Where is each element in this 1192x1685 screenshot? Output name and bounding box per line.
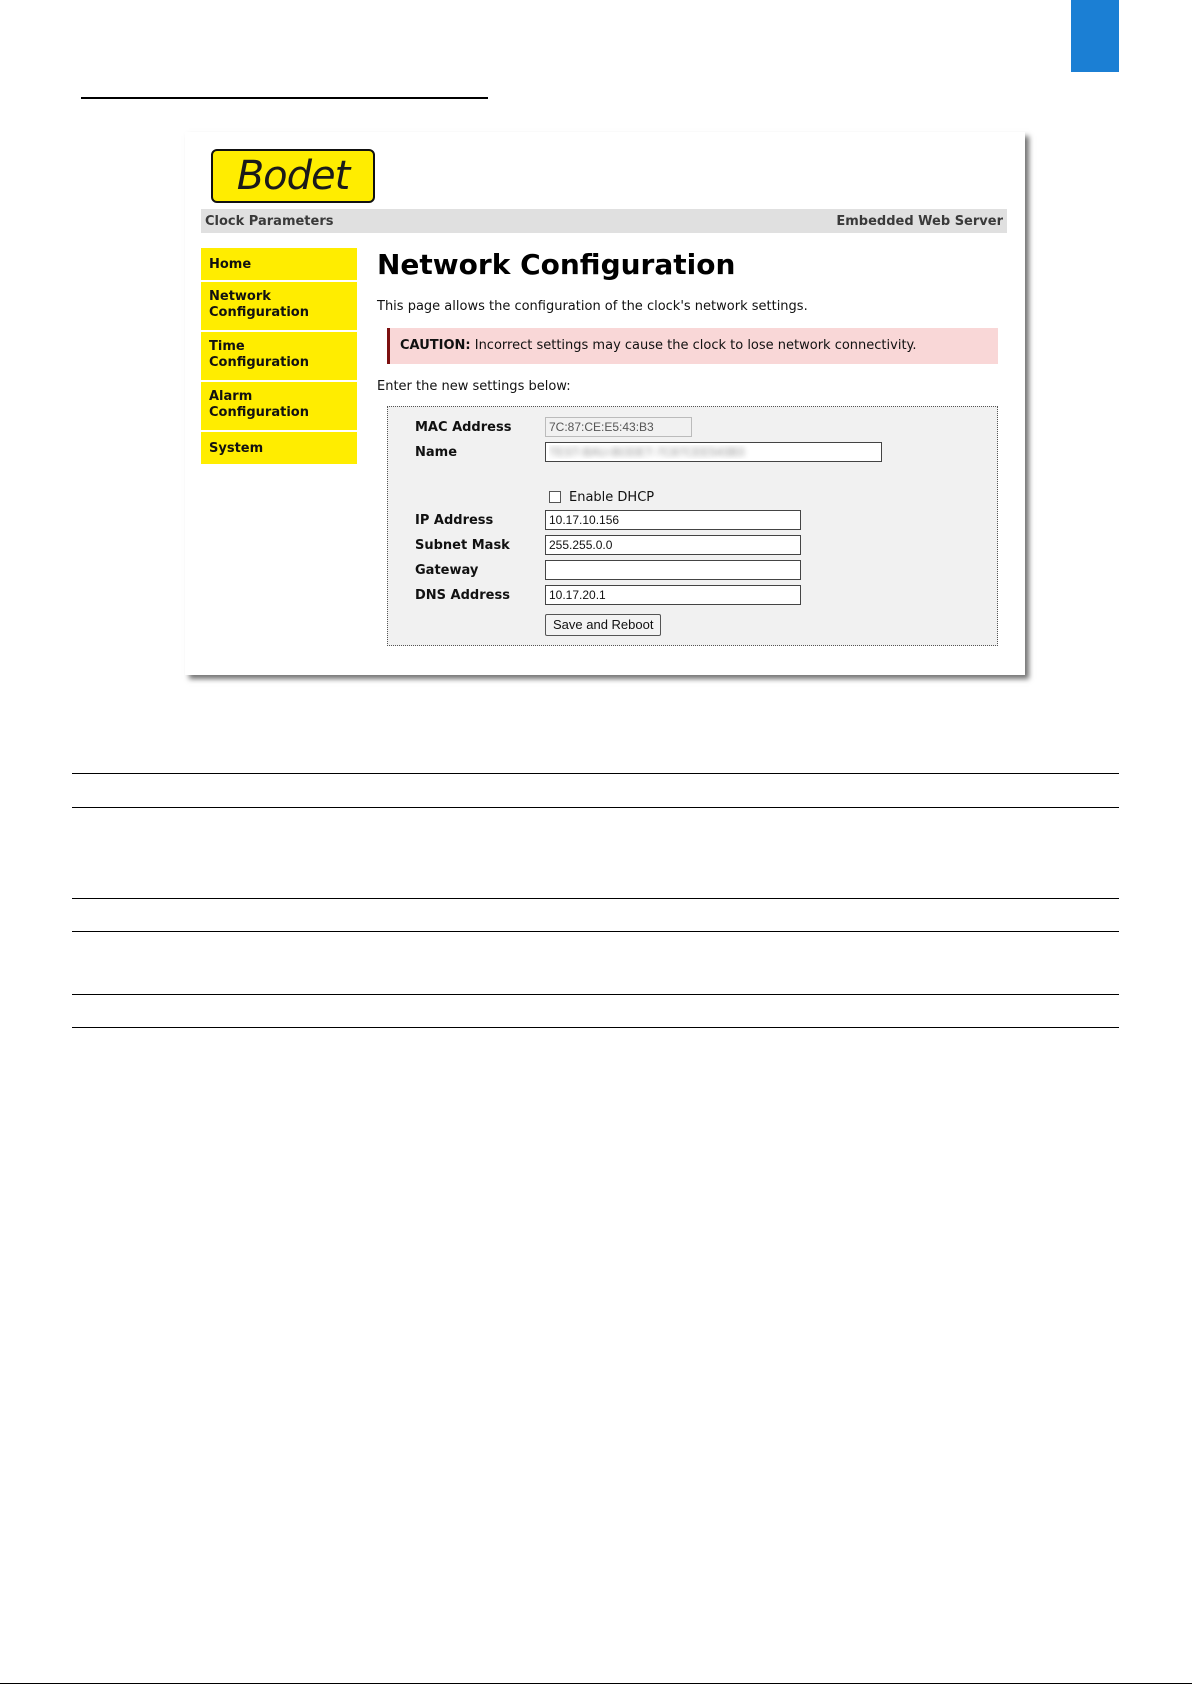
table-rule	[72, 931, 1119, 932]
mac-field	[545, 417, 692, 437]
ip-field[interactable]	[545, 510, 801, 530]
name-field[interactable]	[545, 442, 882, 462]
intro-text: This page allows the configuration of the clock's network settings.	[377, 299, 808, 314]
mac-label: MAC Address	[415, 420, 512, 435]
save-and-reboot-button[interactable]: Save and Reboot	[545, 614, 661, 636]
header-bar	[201, 209, 1007, 233]
title-underline	[81, 97, 488, 99]
bodet-logo	[211, 149, 375, 203]
corner-tab	[1071, 0, 1119, 72]
table-rule	[72, 773, 1119, 774]
page-bottom-rule	[0, 1683, 1192, 1684]
ip-label: IP Address	[415, 513, 494, 528]
sidebar-item-network-configuration[interactable]: Network Configuration	[201, 282, 357, 330]
subnet-field[interactable]	[545, 535, 801, 555]
subnet-label: Subnet Mask	[415, 538, 510, 553]
caution-text: Incorrect settings may cause the clock to lose network connectivity.	[474, 338, 917, 353]
header-left: Clock Parameters	[205, 214, 334, 229]
table-rule	[72, 807, 1119, 808]
dns-label: DNS Address	[415, 588, 510, 603]
sidebar-item-time-configuration[interactable]: Time Configuration	[201, 332, 357, 380]
screenshot-frame	[185, 132, 1025, 675]
caution-box	[387, 328, 998, 364]
dhcp-label: Enable DHCP	[569, 490, 655, 505]
table-rule	[72, 898, 1119, 899]
caution-label: CAUTION:	[400, 338, 471, 353]
dhcp-checkbox[interactable]	[549, 491, 561, 503]
gateway-label: Gateway	[415, 563, 479, 578]
gateway-field[interactable]	[545, 560, 801, 580]
table-rule	[72, 1027, 1119, 1028]
page-title: Network Configuration	[377, 248, 736, 281]
network-form	[387, 406, 998, 646]
sidebar	[201, 248, 357, 466]
header-right: Embedded Web Server	[836, 214, 1003, 229]
table-rule	[72, 994, 1119, 995]
logo-text: Bodet	[236, 153, 350, 199]
name-label: Name	[415, 445, 458, 460]
dns-field[interactable]	[545, 585, 801, 605]
sidebar-item-system[interactable]: System	[201, 432, 357, 464]
sidebar-item-home[interactable]: Home	[201, 248, 357, 280]
enter-text: Enter the new settings below:	[377, 379, 571, 394]
sidebar-item-alarm-configuration[interactable]: Alarm Configuration	[201, 382, 357, 430]
